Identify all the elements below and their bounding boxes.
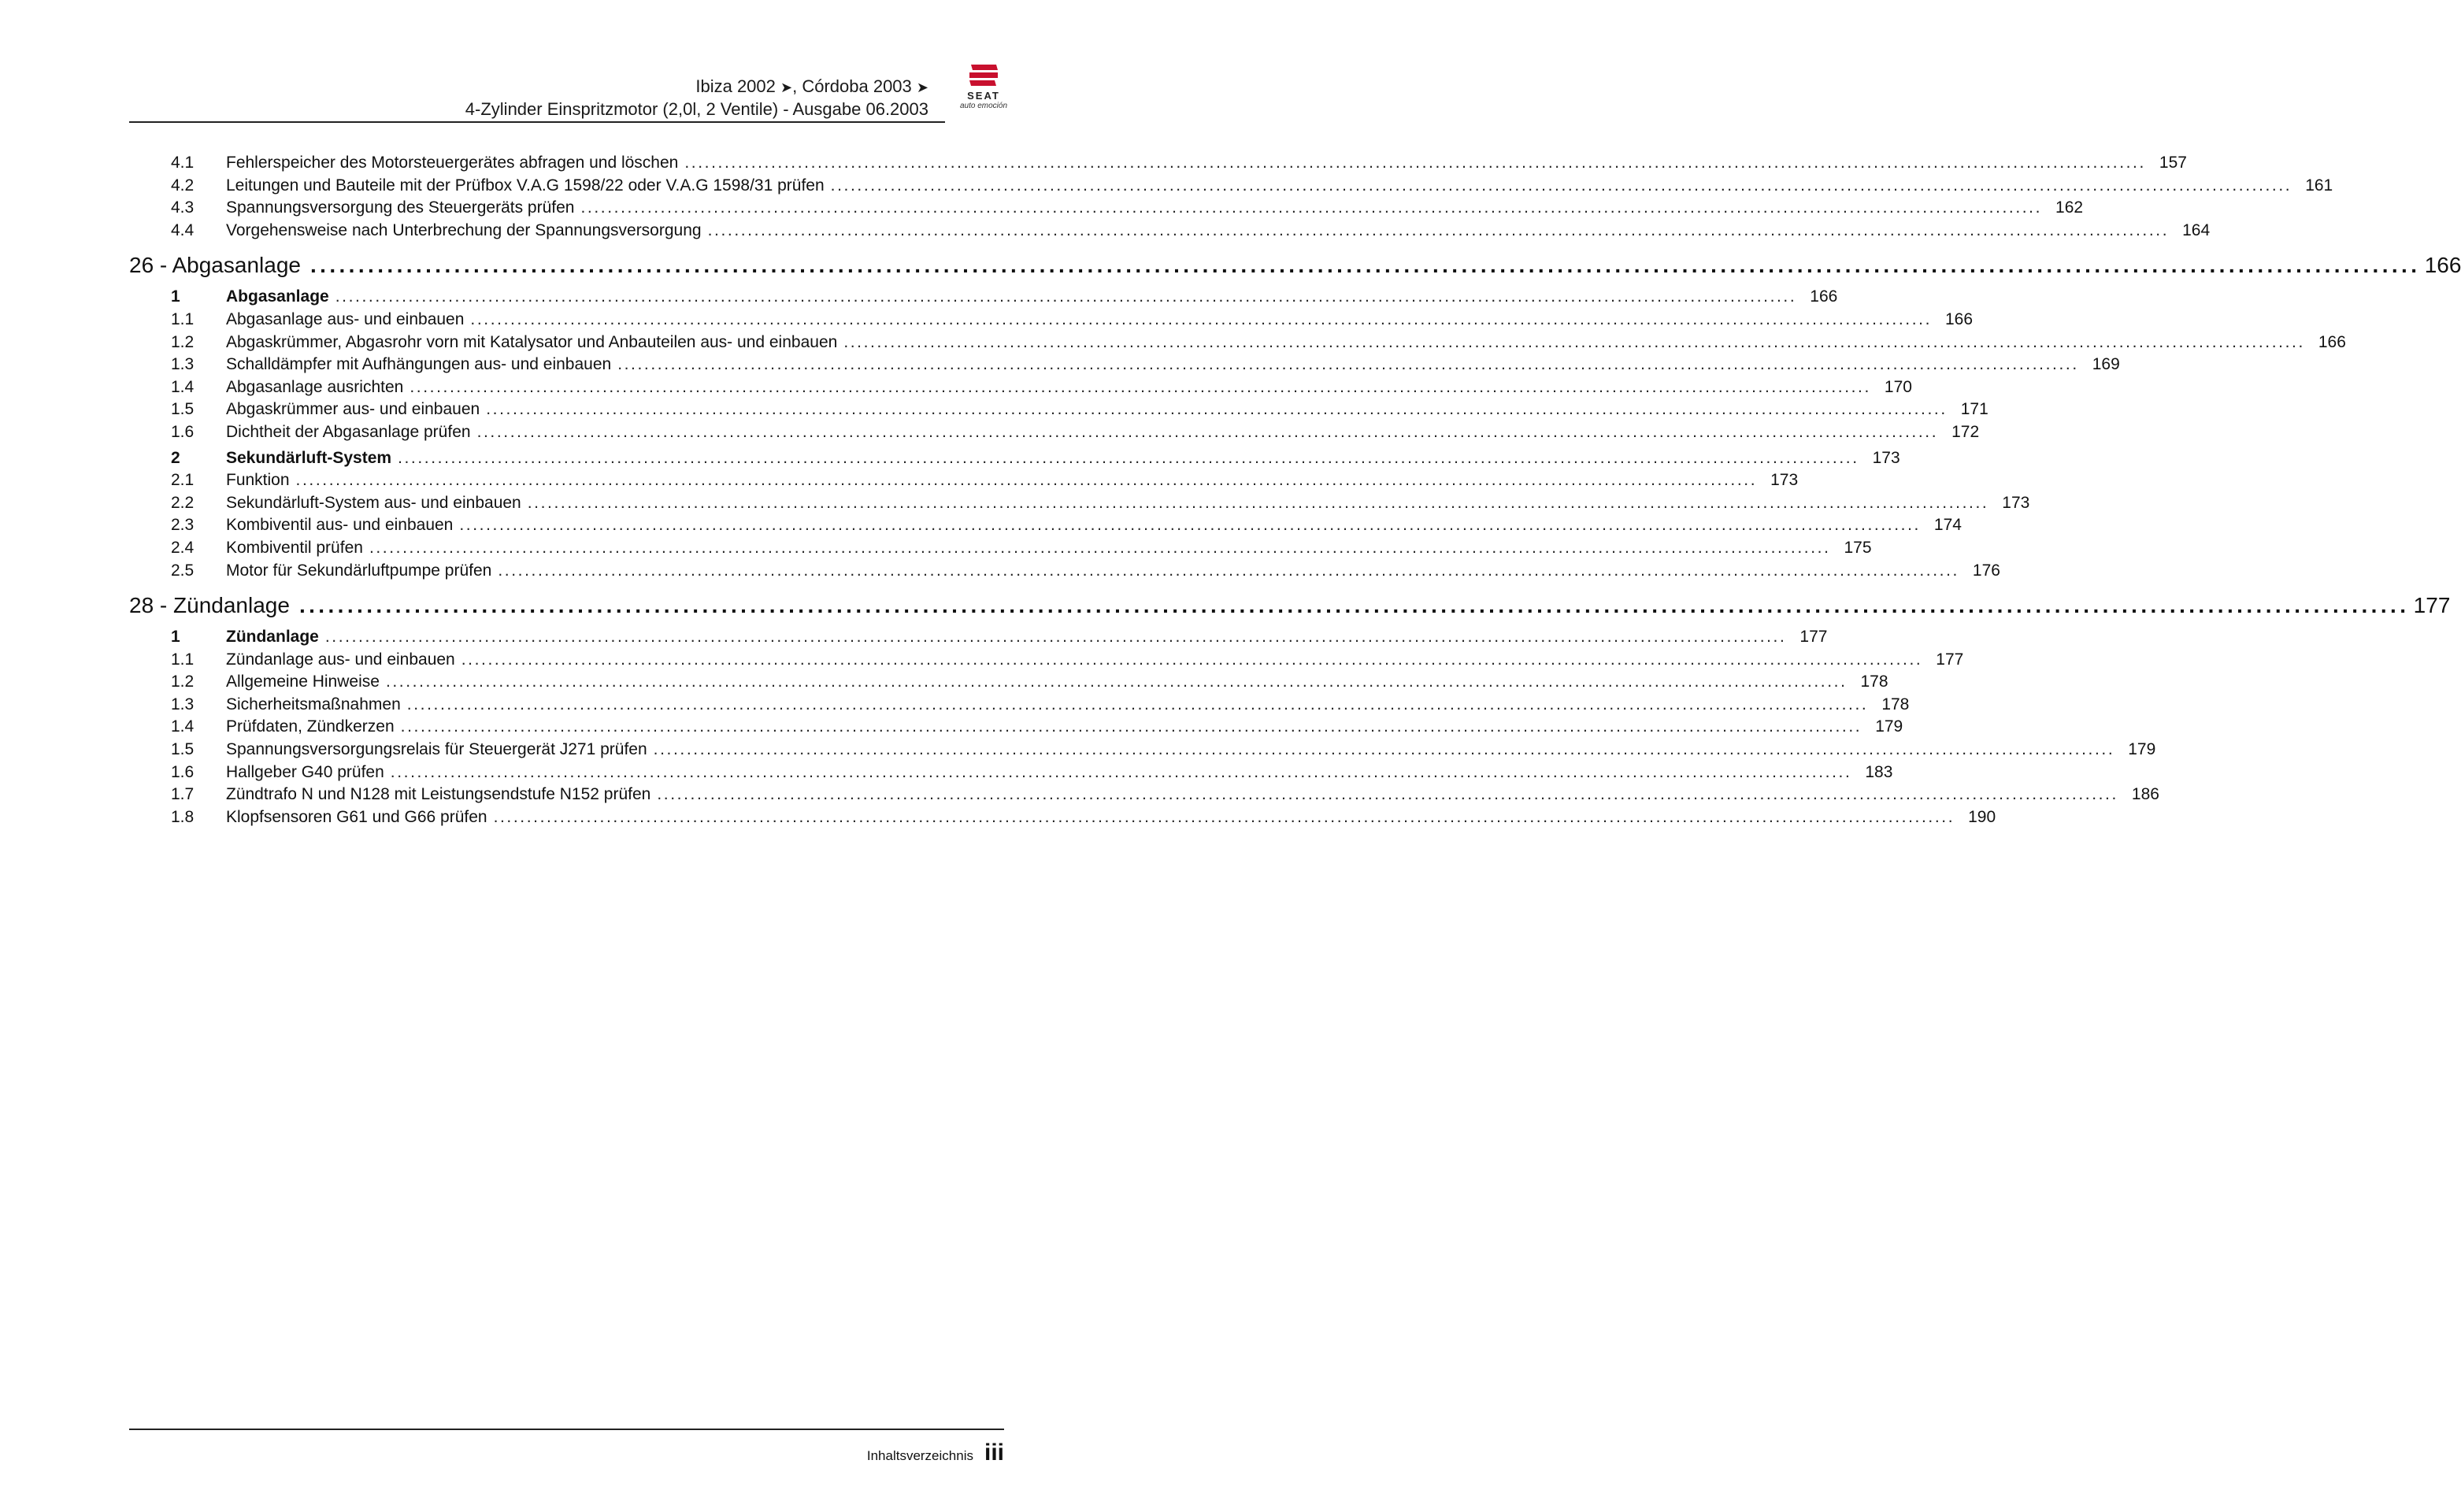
header-line-1: [465, 76, 928, 98]
footer-section-label: Inhaltsverzeichnis: [866, 1448, 973, 1463]
chapter-title: 28 - Zündanlage: [129, 593, 290, 618]
toc-entry-title: Abgaskrümmer, Abgasrohr vorn mit Katalysator und Anbauteilen aus- und einbauen: [226, 332, 838, 351]
toc-chapter-26[interactable]: [129, 248, 2461, 283]
arrow-right-icon: ➤: [780, 80, 793, 95]
toc-entry[interactable]: [129, 220, 2211, 243]
toc-leader: ............................................................................................................................................................................................................................: [461, 650, 1923, 669]
toc-leader: ............................................................................................................................................................................................................................: [309, 253, 2421, 278]
toc-entry-title: Zündtrafo N und N128 mit Leistungsendstufe N152 prüfen: [226, 785, 651, 804]
toc-entry[interactable]: [129, 537, 1872, 560]
toc-entry-page: 175: [1844, 538, 1872, 557]
toc-entry-title: Funktion: [226, 471, 290, 490]
toc-entry-page: 172: [1951, 422, 1980, 441]
toc-entry-number: 2.3: [171, 516, 195, 535]
toc-leader: ............................................................................................................................................................................................................................: [400, 717, 1862, 736]
toc-leader: ............................................................................................................................................................................................................................: [470, 309, 1933, 328]
chapter-page: 177: [2413, 593, 2451, 618]
toc-entry-number: 2.2: [171, 493, 195, 512]
toc-entry-number: 2.4: [171, 538, 195, 557]
toc-leader: ............................................................................................................................................................................................................................: [390, 762, 1852, 781]
toc-leader: ............................................................................................................................................................................................................................: [385, 673, 1848, 691]
toc-entry-number: 1.6: [171, 762, 195, 781]
toc-leader: ............................................................................................................................................................................................................................: [830, 176, 2292, 195]
toc-entry-title: Abgasanlage aus- und einbauen: [226, 309, 465, 328]
seat-s-logo-icon: [966, 63, 1001, 90]
toc-leader: ............................................................................................................................................................................................................................: [398, 448, 1859, 467]
toc-entry-title: Prüfdaten, Zündkerzen: [226, 717, 395, 736]
toc-entry-page: 178: [1881, 695, 1910, 713]
toc-leader: ............................................................................................................................................................................................................................: [498, 561, 1959, 580]
toc-section-title: Abgasanlage: [226, 287, 329, 306]
toc-leader: ............................................................................................................................................................................................................................: [617, 355, 2079, 374]
toc-leader: ............................................................................................................................................................................................................................: [684, 154, 2146, 172]
toc-entry-title: Leitungen und Bauteile mit der Prüfbox V.A.G 1598/22 oder V.A.G 1598/31 prüfen: [226, 176, 825, 195]
toc-leader: ............................................................................................................................................................................................................................: [493, 807, 1955, 826]
toc-entry-page: 173: [2002, 493, 2030, 512]
toc-entry[interactable]: [129, 398, 1988, 421]
toc-entry-page: 166: [2318, 332, 2346, 351]
toc-entry-title: Motor für Sekundärluftpumpe prüfen: [226, 561, 492, 580]
toc-entry-number: 1.5: [171, 400, 195, 419]
toc-leader: ............................................................................................................................................................................................................................: [843, 332, 2305, 351]
logo-word: SEAT: [967, 90, 1000, 102]
header-divider: [129, 121, 945, 123]
toc-entry-title: Sicherheitsmaßnahmen: [226, 695, 401, 713]
toc-entry-number: 1.7: [171, 785, 195, 804]
header-model-ibiza: Ibiza 2002: [695, 76, 776, 96]
toc-section-page: 166: [1810, 287, 1838, 306]
toc-entry-page: 186: [2131, 785, 2159, 804]
toc-leader: ............................................................................................................................................................................................................................: [406, 695, 1869, 713]
toc-entry[interactable]: [129, 354, 2120, 376]
toc-entry-title: Spannungsversorgung des Steuergeräts prüfen: [226, 198, 575, 217]
toc-entry[interactable]: [129, 806, 1996, 829]
toc-entry[interactable]: [129, 514, 1962, 537]
toc-entry-page: 190: [1968, 807, 1996, 826]
toc-entry-number: 1.2: [171, 332, 195, 351]
toc-entry-page: 173: [1770, 471, 1799, 490]
toc-leader: ............................................................................................................................................................................................................................: [295, 471, 1758, 490]
toc-leader: ............................................................................................................................................................................................................................: [324, 628, 1787, 647]
toc-entry[interactable]: [129, 469, 1799, 492]
arrow-right-icon: ➤: [916, 80, 928, 95]
toc-leader: ............................................................................................................................................................................................................................: [527, 493, 1989, 512]
toc-entry-title: Klopfsensoren G61 und G66 prüfen: [226, 807, 487, 826]
toc-entry[interactable]: [129, 175, 2333, 198]
toc-entry[interactable]: [129, 762, 1893, 784]
toc-entry-number: 2.1: [171, 471, 195, 490]
header-text: [465, 76, 928, 120]
toc-entry-number: 1.3: [171, 695, 195, 713]
chapter-page: 166: [2424, 253, 2461, 278]
toc-section-title: Sekundärluft-System: [226, 448, 392, 467]
toc-entry-number: 4.1: [171, 154, 195, 172]
toc-entry-number: 1.1: [171, 309, 195, 328]
toc-entry-title: Vorgehensweise nach Unterbrechung der Spannungsversorgung: [226, 220, 702, 239]
logo-tagline: auto emoción: [959, 102, 1008, 110]
toc-entry-number: 1.8: [171, 807, 195, 826]
page-header: [129, 76, 1008, 121]
toc-entry-title: Dichtheit der Abgasanlage prüfen: [226, 422, 471, 441]
toc-section-title: Zündanlage: [226, 628, 319, 647]
toc-entry[interactable]: [129, 649, 1964, 672]
toc-entry-page: 157: [2159, 154, 2187, 172]
toc-entry-title: Abgasanlage ausrichten: [226, 377, 404, 396]
toc-section-number: 1: [171, 287, 180, 306]
toc-entry[interactable]: [129, 376, 1912, 399]
toc-entry-page: 171: [1960, 400, 1988, 419]
toc-entry[interactable]: [129, 694, 1910, 717]
toc-leader: ............................................................................................................................................................................................................................: [653, 740, 2115, 759]
chapter-title: 26 - Abgasanlage: [129, 253, 301, 278]
toc-entry-page: 179: [2128, 740, 2156, 759]
toc-entry-page: 166: [1944, 309, 1974, 328]
table-of-contents: [129, 152, 2461, 828]
toc-entry[interactable]: [129, 421, 1980, 444]
toc-entry[interactable]: [129, 332, 2346, 354]
toc-leader: ............................................................................................................................................................................................................................: [459, 516, 1921, 535]
toc-leader: ............................................................................................................................................................................................................................: [707, 220, 2170, 239]
footer-page-number: iii: [984, 1440, 1004, 1466]
toc-entry-title: Allgemeine Hinweise: [226, 673, 380, 691]
toc-entry-title: Kombiventil aus- und einbauen: [226, 516, 454, 535]
toc-entry[interactable]: [129, 739, 2156, 762]
seat-logo: [948, 63, 1019, 118]
toc-leader: ............................................................................................................................................................................................................................: [580, 198, 2043, 217]
toc-leader: ............................................................................................................................................................................................................................: [335, 287, 1797, 306]
toc-leader: ............................................................................................................................................................................................................................: [657, 785, 2118, 804]
toc-leader: ............................................................................................................................................................................................................................: [369, 538, 1831, 557]
header-model-cordoba: , Córdoba 2003: [792, 76, 912, 96]
toc-section-page: 173: [1872, 448, 1900, 467]
toc-entry[interactable]: [129, 309, 1974, 332]
toc-entry-page: 162: [2055, 198, 2084, 217]
toc-entry[interactable]: [129, 671, 1888, 694]
toc-entry-title: Spannungsversorgungsrelais für Steuergerät J271 prüfen: [226, 740, 647, 759]
toc-section-number: 1: [171, 628, 180, 647]
toc-entry-number: 2.5: [171, 561, 195, 580]
toc-entry-number: 1.1: [171, 650, 195, 669]
toc-leader: ............................................................................................................................................................................................................................: [410, 377, 1871, 396]
toc-entry-number: 1.5: [171, 740, 195, 759]
toc-entry-title: Schalldämpfer mit Aufhängungen aus- und einbauen: [226, 355, 612, 374]
toc-entry-number: 1.2: [171, 673, 195, 691]
toc-entry-title: Kombiventil prüfen: [226, 538, 363, 557]
toc-entry-page: 183: [1865, 762, 1893, 781]
toc-entry-page: 174: [1933, 516, 1962, 535]
toc-entry-page: 161: [2305, 176, 2333, 195]
toc-entry[interactable]: [129, 560, 2000, 583]
toc-section[interactable]: [129, 286, 1838, 309]
toc-leader: ............................................................................................................................................................................................................................: [298, 593, 2410, 618]
toc-section-page: 177: [1799, 628, 1828, 647]
toc-entry-number: 4.2: [171, 176, 195, 195]
toc-entry-title: Sekundärluft-System aus- und einbauen: [226, 493, 521, 512]
toc-entry[interactable]: [129, 492, 2030, 515]
toc-entry-page: 169: [2092, 355, 2120, 374]
toc-leader: ............................................................................................................................................................................................................................: [476, 422, 1939, 441]
toc-entry-page: 179: [1875, 717, 1903, 736]
toc-entry-page: 176: [1972, 561, 2000, 580]
footer-divider: [129, 1429, 1004, 1430]
header-line-2: 4-Zylinder Einspritzmotor (2,0l, 2 Ventile) - Ausgabe 06.2003: [465, 99, 928, 119]
toc-entry-title: Fehlerspeicher des Motorsteuergerätes abfragen und löschen: [226, 154, 679, 172]
page-footer: [867, 1440, 1004, 1466]
toc-entry-page: 177: [1936, 650, 1964, 669]
toc-entry-number: 4.4: [171, 220, 195, 239]
toc-entry-page: 170: [1884, 377, 1912, 396]
toc-entry[interactable]: [129, 784, 2159, 806]
toc-entry[interactable]: [129, 152, 2187, 175]
toc-entry-number: 1.3: [171, 355, 195, 374]
toc-entry-title: Hallgeber G40 prüfen: [226, 762, 384, 781]
toc-entry-title: Abgaskrümmer aus- und einbauen: [226, 400, 480, 419]
toc-section-number: 2: [171, 448, 180, 467]
toc-entry-page: 178: [1860, 673, 1888, 691]
toc-entry-number: 1.4: [171, 717, 195, 736]
toc-chapter-28[interactable]: [129, 588, 2451, 623]
toc-entry[interactable]: [129, 197, 2084, 220]
toc-entry-number: 1.4: [171, 377, 195, 396]
toc-entry-title: Zündanlage aus- und einbauen: [226, 650, 455, 669]
toc-entry[interactable]: [129, 716, 1903, 739]
toc-leader: ............................................................................................................................................................................................................................: [486, 400, 1948, 419]
toc-section[interactable]: [129, 447, 1900, 470]
toc-section[interactable]: [129, 626, 1828, 649]
toc-entry-number: 1.6: [171, 422, 195, 441]
toc-entry-number: 4.3: [171, 198, 195, 217]
toc-entry-page: 164: [2182, 220, 2211, 239]
